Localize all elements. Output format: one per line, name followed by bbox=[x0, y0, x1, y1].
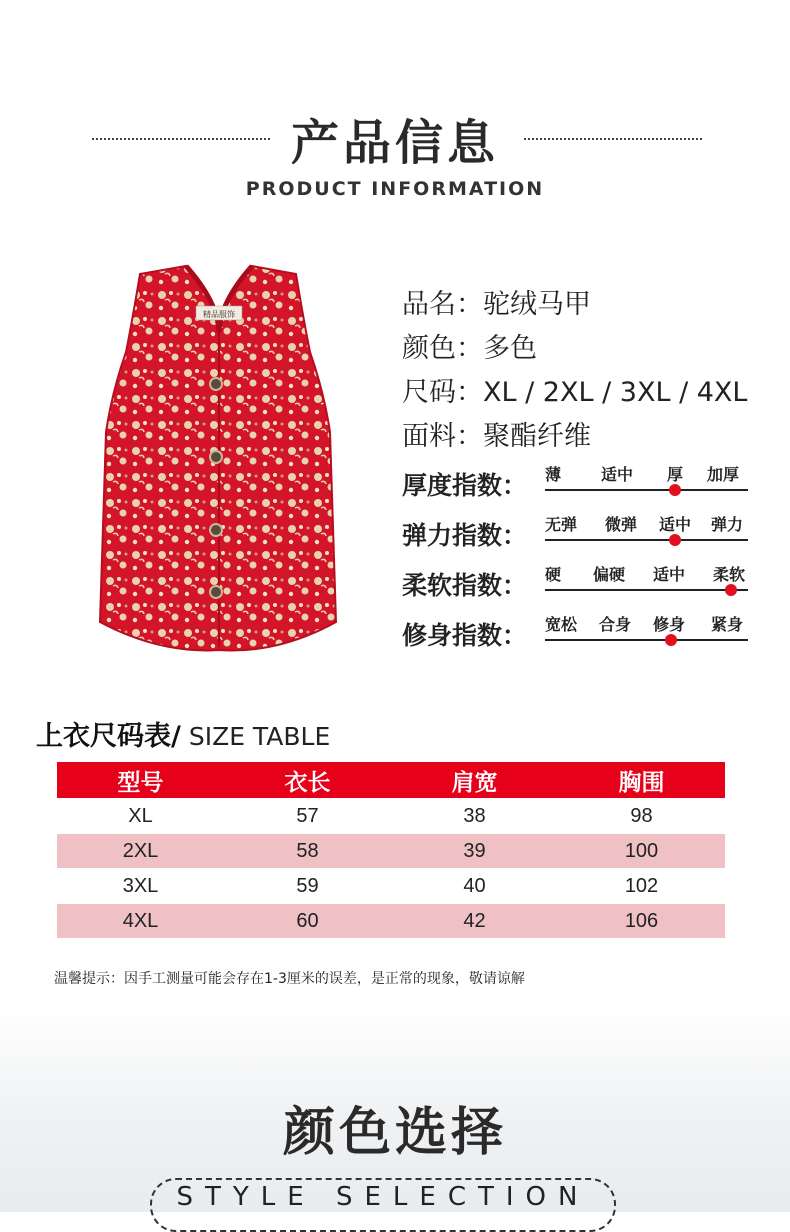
spec-value: 聚酯纤维 bbox=[483, 421, 591, 452]
elasticity-index-label: 弹力指数： bbox=[402, 521, 528, 550]
size-table-title-cn: 上衣尺码表/ bbox=[36, 721, 181, 752]
table-cell: 102 bbox=[624, 874, 659, 897]
scale-option: 修身 bbox=[653, 615, 686, 634]
table-cell: 60 bbox=[296, 909, 319, 932]
table-cell: 58 bbox=[296, 839, 319, 862]
section-title: 产品信息 bbox=[290, 115, 499, 171]
fit-index-label: 修身指数： bbox=[402, 621, 528, 650]
spec-fabric bbox=[402, 414, 591, 453]
table-header-row bbox=[57, 762, 725, 798]
spec-name bbox=[402, 282, 591, 321]
spec-label: 颜色： bbox=[402, 333, 483, 364]
scale-option: 无弹 bbox=[545, 515, 578, 534]
spec-value: XL / 2XL / 3XL / 4XL bbox=[483, 377, 748, 408]
table-cell: 4XL bbox=[122, 909, 159, 932]
table-cell: 2XL bbox=[122, 839, 159, 862]
table-header-cell: 肩宽 bbox=[451, 769, 498, 796]
scale-option: 偏硬 bbox=[593, 565, 626, 584]
table-cell: XL bbox=[128, 804, 153, 827]
scale-option: 适中 bbox=[653, 565, 686, 584]
size-table bbox=[57, 762, 725, 938]
table-cell: 39 bbox=[463, 839, 486, 862]
scale-marker bbox=[665, 634, 677, 646]
style-section-title: 颜色选择 bbox=[282, 1103, 507, 1163]
scale-option: 适中 bbox=[659, 515, 692, 534]
spec-value: 多色 bbox=[483, 333, 537, 364]
size-table-title bbox=[36, 714, 330, 753]
table-header-cell: 衣长 bbox=[284, 769, 331, 796]
table-header-cell: 胸围 bbox=[618, 769, 665, 796]
table-row bbox=[57, 904, 725, 938]
table-cell: 59 bbox=[296, 874, 319, 897]
spec-value: 驼绒马甲 bbox=[483, 289, 591, 320]
table-cell: 98 bbox=[630, 804, 653, 827]
table-cell: 42 bbox=[463, 909, 486, 932]
table-cell: 57 bbox=[296, 804, 319, 827]
scale-option: 宽松 bbox=[545, 615, 578, 634]
spec-size bbox=[402, 370, 747, 409]
scale-marker bbox=[669, 534, 681, 546]
style-section-subtitle: STYLE SELECTION bbox=[176, 1182, 590, 1212]
table-cell: 40 bbox=[463, 874, 486, 897]
product-vest-image bbox=[78, 262, 360, 662]
scale-option: 厚 bbox=[667, 465, 684, 484]
scale-option: 薄 bbox=[545, 465, 562, 484]
scale-option: 紧身 bbox=[711, 615, 744, 634]
table-cell: 100 bbox=[624, 839, 659, 862]
softness-index-label: 柔软指数： bbox=[402, 571, 528, 600]
scale-option: 弹力 bbox=[711, 515, 744, 534]
spec-label: 面料： bbox=[402, 421, 483, 452]
scale-option: 硬 bbox=[545, 565, 562, 584]
scale-marker bbox=[669, 484, 681, 496]
elasticity-index-scale bbox=[545, 512, 748, 552]
scale-line bbox=[545, 639, 748, 641]
table-cell: 3XL bbox=[122, 874, 159, 897]
scale-line bbox=[545, 539, 748, 541]
scale-option: 加厚 bbox=[707, 465, 740, 484]
measurement-notice: 温馨提示：因手工测量可能会存在1-3厘米的误差，是正常的现象，敬请谅解 bbox=[54, 971, 525, 987]
table-header-cell: 型号 bbox=[117, 769, 164, 796]
thickness-index-label: 厚度指数： bbox=[402, 471, 528, 500]
scale-option: 适中 bbox=[601, 465, 634, 484]
scale-line bbox=[545, 489, 748, 491]
table-cell: 106 bbox=[624, 909, 659, 932]
scale-option: 微弹 bbox=[605, 515, 638, 534]
table-row bbox=[57, 869, 725, 903]
size-table-title-en: SIZE TABLE bbox=[180, 722, 331, 751]
scale-option: 合身 bbox=[599, 615, 632, 634]
table-row bbox=[57, 834, 725, 868]
section-subtitle: PRODUCT INFORMATION bbox=[245, 178, 545, 200]
table-cell: 38 bbox=[463, 804, 486, 827]
fit-index-scale bbox=[545, 612, 748, 652]
scale-marker bbox=[725, 584, 737, 596]
scale-option: 柔软 bbox=[713, 565, 746, 584]
brand-tag: 精品服饰 bbox=[203, 310, 235, 319]
spec-color bbox=[402, 326, 537, 365]
spec-label: 品名： bbox=[402, 289, 483, 320]
spec-label: 尺码： bbox=[402, 377, 483, 408]
softness-index-scale bbox=[545, 562, 748, 602]
thickness-index-scale bbox=[545, 462, 748, 502]
table-row bbox=[57, 799, 725, 833]
scale-line bbox=[545, 589, 748, 591]
